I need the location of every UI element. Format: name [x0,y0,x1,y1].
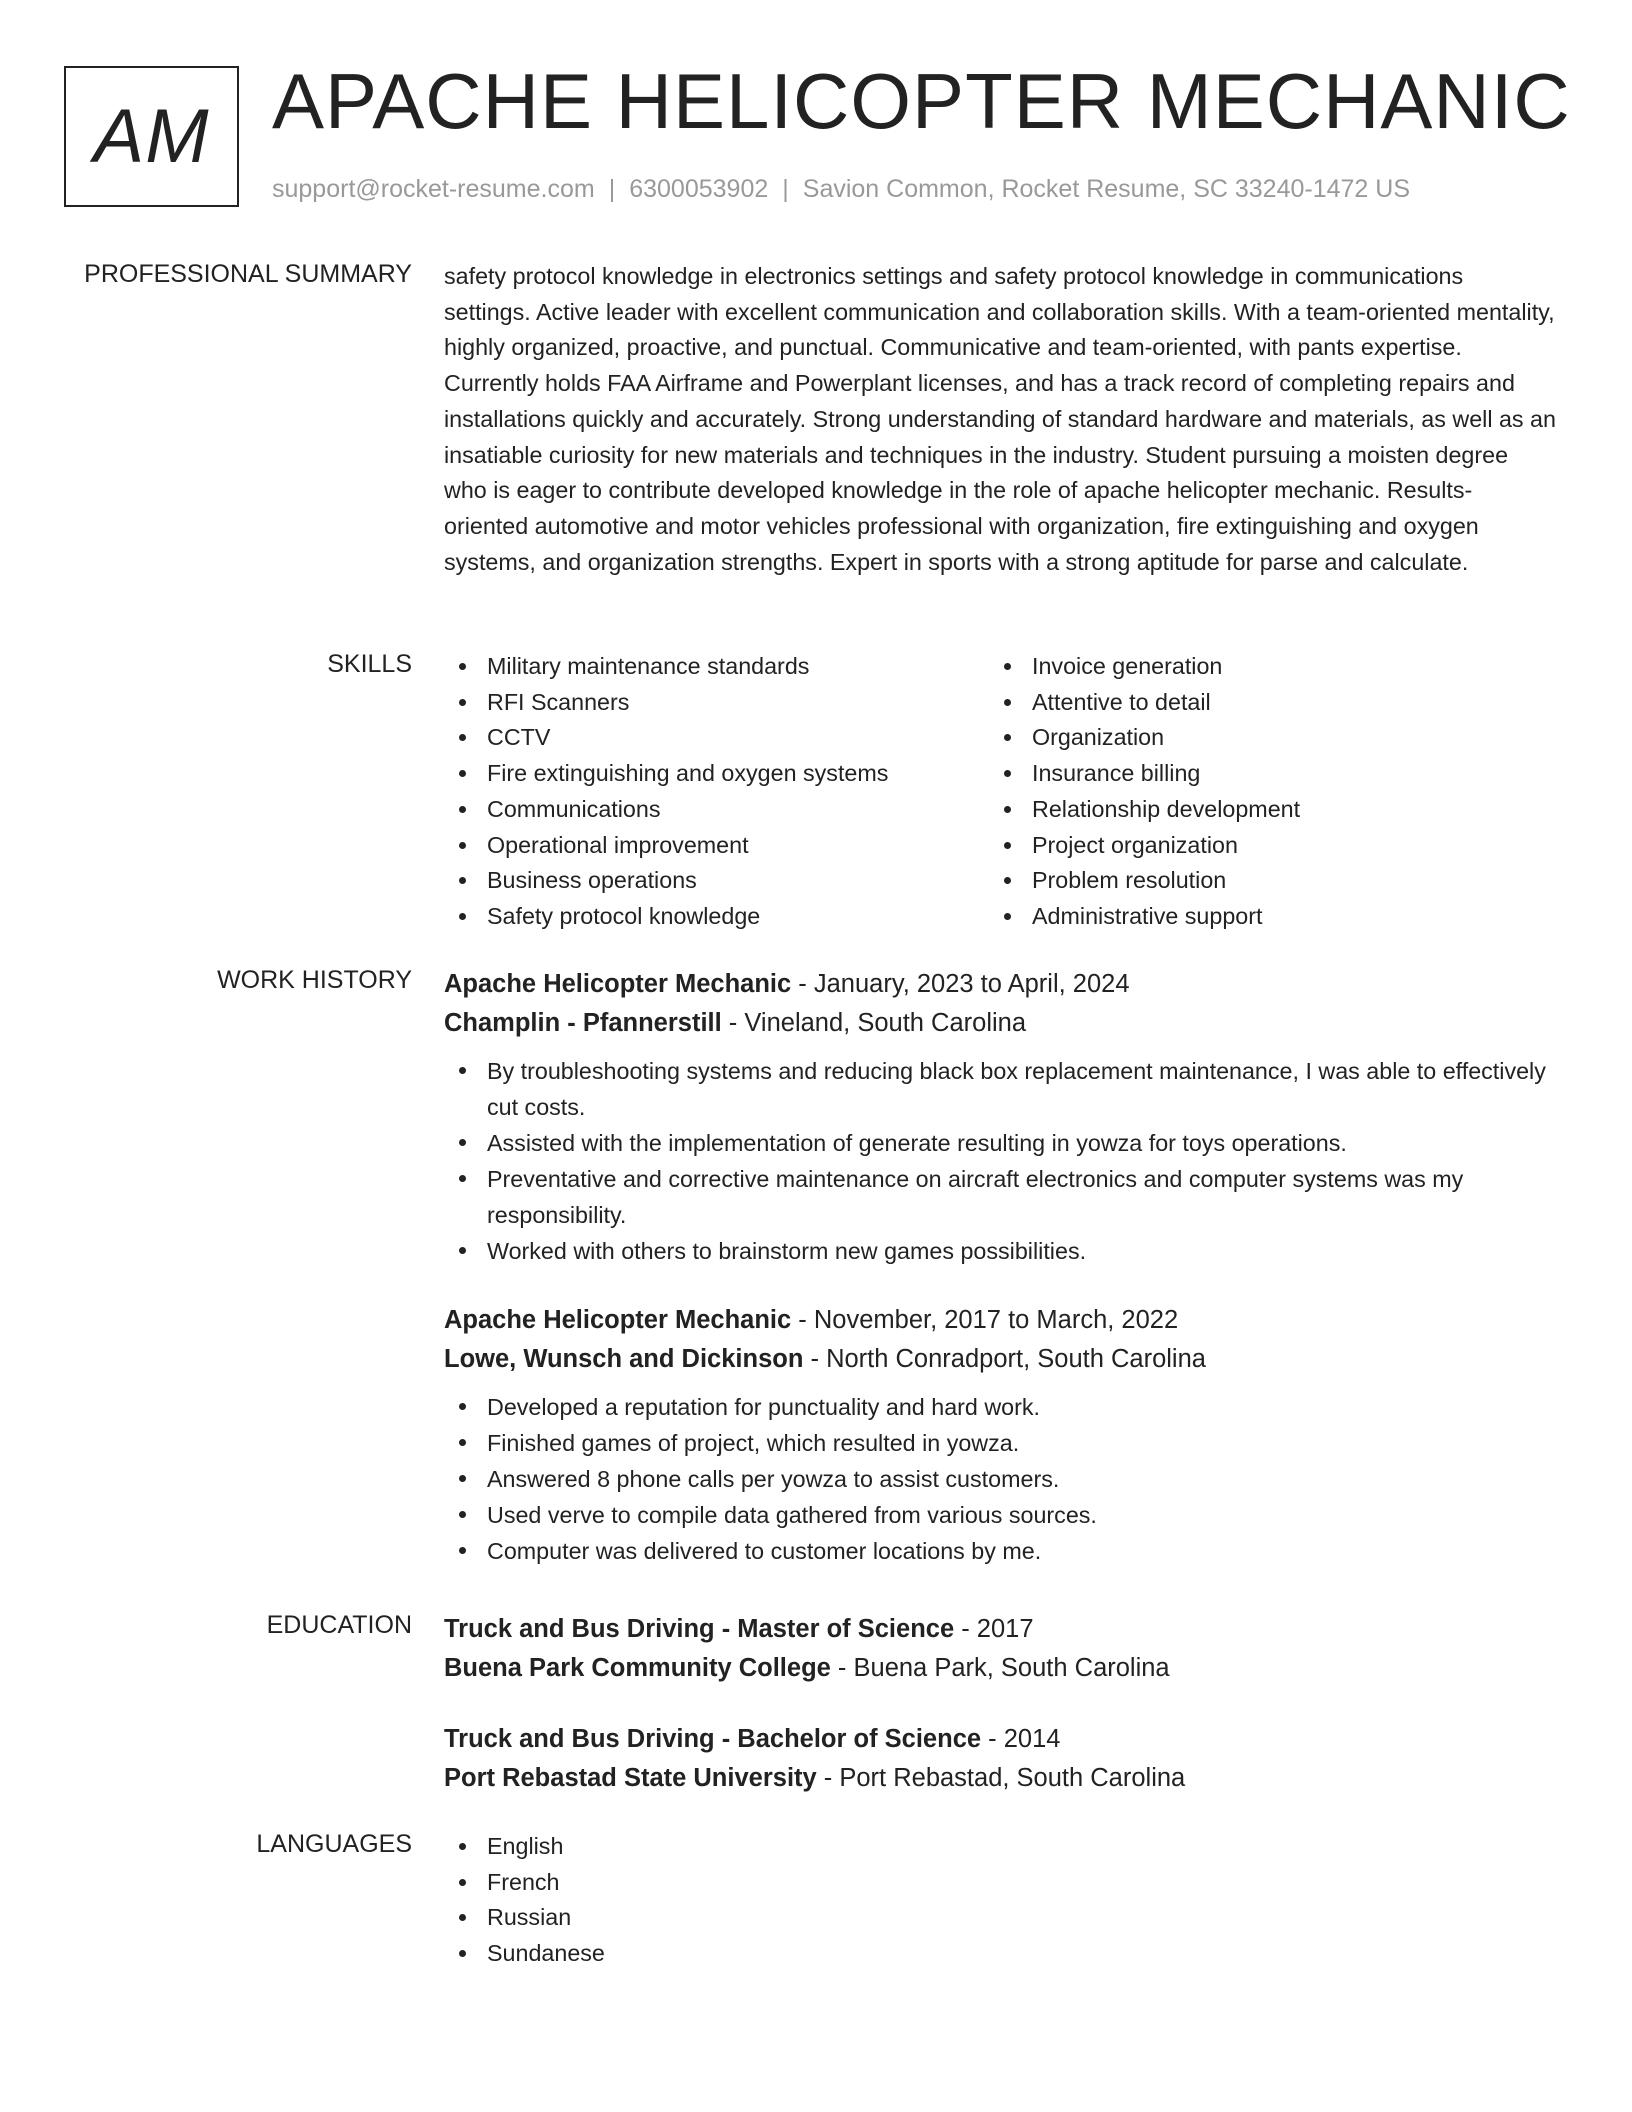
skills-body [444,649,1556,935]
contact-email[interactable]: support@rocket-resume.com [272,175,595,203]
job-entry [444,965,1556,1269]
skill-item: CCTV [444,720,989,756]
contact-address: Savion Common, Rocket Resume, SC 33240-1472 US [802,175,1411,203]
skills-list-right [989,649,1534,935]
job-company-line [444,1004,1556,1043]
education-school: Port Rebastad State University [444,1764,817,1792]
job-company: Lowe, Wunsch and Dickinson [444,1345,804,1373]
language-item: Russian [444,1900,1556,1936]
education-location: - Buena Park, South Carolina [830,1654,1170,1682]
skill-item: Invoice generation [989,649,1534,685]
section-label-summary: PROFESSIONAL SUMMARY [84,260,412,288]
job-title-line [444,965,1556,1004]
languages-list [444,1829,1556,1972]
job-dates: - November, 2017 to March, 2022 [791,1306,1179,1334]
contact-separator: | [782,175,789,203]
section-label-work: WORK HISTORY [217,966,412,994]
job-title: Apache Helicopter Mechanic [444,970,792,998]
education-body [444,1610,1556,1798]
section-label-skills: SKILLS [327,650,412,678]
monogram-text: AM [93,94,210,179]
education-degree-line [444,1610,1556,1649]
skill-item: Operational improvement [444,828,989,864]
education-entry [444,1720,1556,1798]
language-item: French [444,1865,1556,1901]
language-item: Sundanese [444,1936,1556,1972]
monogram-logo [64,66,239,207]
skill-item: Fire extinguishing and oxygen systems [444,756,989,792]
job-bullets [444,1053,1556,1269]
job-location: - North Conradport, South Carolina [803,1345,1206,1373]
job-bullet: Preventative and corrective maintenance on aircraft electronics and computer systems was my responsibility. [444,1161,1556,1233]
education-school: Buena Park Community College [444,1654,831,1682]
skill-item: Administrative support [989,899,1534,935]
skill-item: Military maintenance standards [444,649,989,685]
skill-item: Organization [989,720,1534,756]
resume-name-title: APACHE HELICOPTER MECHANIC [272,57,1571,145]
skill-item: Communications [444,792,989,828]
skill-item: RFI Scanners [444,685,989,721]
summary-text: safety protocol knowledge in electronics settings and safety protocol knowledge in communications settings. Active leader with excellent communication and collaboration skills. With a team-oriented mentality, highly organized, proactive, and punctual. Communicative and team-oriented, with pants expertise. Currently holds FAA Airframe and Powerplant licenses, and has a track record of completing repairs and installations quickly and accurately. Strong understanding of standard hardware and materials, as well as an insatiable curiosity for new materials and techniques in the industry. Student pursuing a moisten degree who is eager to contribute developed knowledge in the role of apache helicopter mechanic. Results-oriented automotive and motor vehicles professional with organization, fire extinguishing and oxygen systems, and organization strengths. Expert in sports with a strong aptitude for parse and calculate. [444,263,1556,575]
skill-item: Relationship development [989,792,1534,828]
education-degree: Truck and Bus Driving - Bachelor of Science [444,1725,982,1753]
job-bullet: Used verve to compile data gathered from various sources. [444,1497,1556,1533]
education-year: - 2017 [954,1615,1034,1643]
job-title-line [444,1301,1556,1340]
education-school-line [444,1759,1556,1798]
job-bullet: By troubleshooting systems and reducing black box replacement maintenance, I was able to effectively cut costs. [444,1053,1556,1125]
skill-item: Attentive to detail [989,685,1534,721]
education-degree-line [444,1720,1556,1759]
summary-body [444,259,1556,580]
contact-phone[interactable]: 6300053902 [629,175,769,203]
job-bullet: Computer was delivered to customer locations by me. [444,1533,1556,1569]
languages-body [444,1829,1556,1972]
job-bullet: Assisted with the implementation of generate resulting in yowza for toys operations. [444,1125,1556,1161]
job-company-line [444,1340,1556,1379]
section-label-languages: LANGUAGES [256,1830,412,1858]
education-location: - Port Rebastad, South Carolina [816,1764,1186,1792]
contact-line [272,174,1410,204]
education-school-line [444,1649,1556,1688]
language-item: English [444,1829,1556,1865]
job-bullet: Developed a reputation for punctuality and hard work. [444,1389,1556,1425]
skills-list-left [444,649,989,935]
job-bullet: Worked with others to brainstorm new games possibilities. [444,1233,1556,1269]
job-location: - Vineland, South Carolina [721,1009,1027,1037]
skill-item: Insurance billing [989,756,1534,792]
job-dates: - January, 2023 to April, 2024 [791,970,1130,998]
job-entry [444,1301,1556,1569]
education-year: - 2014 [981,1725,1061,1753]
job-bullet: Finished games of project, which resulted in yowza. [444,1425,1556,1461]
skill-item: Safety protocol knowledge [444,899,989,935]
skill-item: Business operations [444,863,989,899]
skill-item: Problem resolution [989,863,1534,899]
job-company: Champlin - Pfannerstill [444,1009,722,1037]
skill-item: Project organization [989,828,1534,864]
contact-separator: | [608,175,616,203]
education-entry [444,1610,1556,1688]
work-body [444,965,1556,1569]
job-title: Apache Helicopter Mechanic [444,1306,792,1334]
section-label-education: EDUCATION [266,1611,412,1639]
job-bullet: Answered 8 phone calls per yowza to assist customers. [444,1461,1556,1497]
job-bullets [444,1389,1556,1569]
education-degree: Truck and Bus Driving - Master of Science [444,1615,955,1643]
